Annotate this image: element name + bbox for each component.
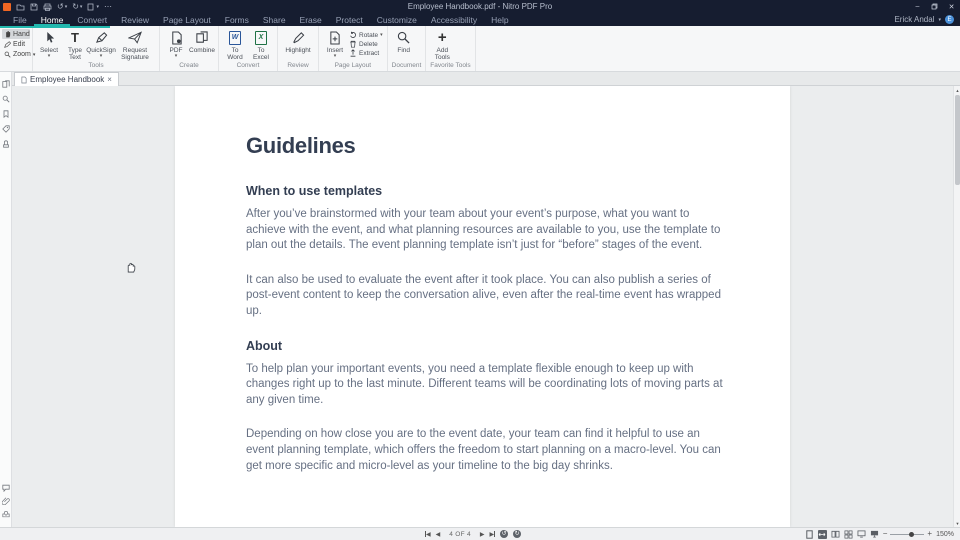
highlight-button[interactable]	[282, 28, 314, 54]
doc-title: Guidelines	[246, 133, 356, 158]
insert-button[interactable]	[323, 28, 347, 58]
type-text-button[interactable]	[63, 28, 87, 61]
zoom-slider[interactable]	[883, 530, 932, 538]
first-page-button[interactable]: ◀	[426, 531, 431, 538]
last-page-button[interactable]: ▶	[489, 531, 495, 538]
tab-label: Employee Handbook	[30, 75, 105, 84]
delete-label: Delete	[359, 40, 378, 48]
create-pdf-label: PDF	[169, 47, 183, 54]
scroll-down-icon[interactable]: ▼	[955, 520, 960, 526]
statusbar	[0, 527, 960, 540]
ribbon-group-page-layout	[319, 26, 388, 71]
group-label-convert: Convert	[236, 62, 260, 69]
menu-help[interactable]: Help	[491, 14, 509, 25]
document-icon	[21, 76, 27, 84]
previous-page-button[interactable]: ◀	[435, 531, 441, 538]
user-account[interactable]	[894, 13, 960, 26]
page-indicator: 4 OF 4	[449, 530, 471, 538]
combine-pages-icon	[195, 30, 209, 45]
ribbon-group-create	[160, 26, 219, 71]
add-tools-label: Add Tools	[434, 47, 450, 61]
select-button[interactable]	[37, 28, 61, 58]
user-avatar[interactable]: E	[945, 15, 954, 24]
quick-access-toolbar	[0, 2, 112, 11]
bookmarks-panel-icon[interactable]	[2, 110, 10, 118]
fit-page-view-icon[interactable]	[805, 530, 814, 539]
menubar	[0, 13, 960, 26]
ribbon-group-review	[278, 26, 319, 71]
save-icon[interactable]	[30, 3, 38, 11]
menu-protect[interactable]: Protect	[335, 14, 363, 25]
book-view-icon[interactable]	[831, 530, 840, 539]
open-file-icon[interactable]	[16, 3, 25, 11]
doc-heading-about: About	[246, 338, 283, 353]
group-label-page-layout: Page Layout	[334, 62, 372, 69]
group-label-document: Document	[391, 62, 422, 69]
output-tray-panel-icon[interactable]	[2, 510, 10, 518]
group-label-favorite-tools: Favorite Tools	[430, 62, 471, 69]
ribbon-group-convert	[219, 26, 278, 71]
pdf-caret-icon: ▾	[174, 53, 178, 59]
zoom-tool-button[interactable]	[2, 50, 36, 59]
comments-panel-icon[interactable]	[2, 484, 10, 492]
quicksign-label: QuickSign	[86, 47, 116, 54]
menu-erase[interactable]: Erase	[299, 14, 322, 25]
extract-icon	[349, 49, 357, 57]
undo-button[interactable]	[57, 2, 67, 11]
insert-caret-icon: ▾	[333, 53, 337, 59]
to-excel-label: To Excel	[253, 47, 269, 61]
zoom-level: 150%	[936, 530, 954, 538]
redo-icon: ↻	[72, 2, 79, 11]
tab-employee-handbook[interactable]	[14, 72, 119, 86]
to-excel-button[interactable]	[249, 28, 273, 61]
find-magnifier-icon	[397, 30, 410, 45]
delete-button[interactable]	[349, 40, 383, 48]
highlight-label: Highlight	[285, 47, 311, 54]
user-caret-icon: ▾	[938, 16, 941, 23]
zoom-out-icon[interactable]: −	[882, 529, 888, 538]
type-text-icon: T	[71, 30, 79, 45]
left-panel-sidebar	[0, 72, 12, 527]
find-button[interactable]	[392, 28, 416, 54]
select-cursor-icon	[43, 30, 55, 45]
extract-button[interactable]	[349, 49, 383, 57]
combine-label: Combine	[189, 47, 216, 54]
rotate-icon	[349, 31, 357, 39]
scrollbar-thumb[interactable]	[955, 95, 960, 185]
vertical-scrollbar[interactable]	[953, 86, 960, 527]
find-label: Find	[397, 47, 410, 54]
print-icon[interactable]	[43, 3, 52, 11]
menu-convert[interactable]: Convert	[77, 14, 108, 25]
nitro-logo-icon	[3, 3, 11, 11]
tab-close-icon[interactable]: ×	[107, 75, 112, 84]
titlebar	[0, 0, 960, 13]
rotate-label: Rotate	[359, 31, 379, 39]
user-name: Erick Andal	[894, 15, 935, 24]
rotate-view-left-button[interactable]: ↺	[501, 531, 507, 537]
group-label-create: Create	[179, 62, 199, 69]
rotate-view-right-button[interactable]: ↻	[514, 531, 520, 537]
tags-panel-icon[interactable]	[2, 125, 10, 133]
select-caret-icon: ▾	[47, 53, 51, 59]
zoom-controls	[805, 530, 954, 539]
ribbon-group-tools	[33, 26, 160, 71]
minimize-button[interactable]: –	[915, 3, 920, 10]
menu-customize[interactable]: Customize	[376, 14, 417, 25]
menu-home[interactable]: Home	[34, 13, 71, 26]
mode-tools	[0, 26, 36, 71]
window-title: Employee Handbook.pdf - Nitro PDF Pro	[407, 2, 553, 11]
presentation-view-icon[interactable]	[870, 530, 879, 539]
select-label: Select	[39, 47, 59, 54]
ribbon-toolbar	[0, 26, 960, 72]
group-label-tools: Tools	[88, 62, 104, 69]
next-page-button[interactable]: ▶	[479, 531, 485, 538]
doc-heading-when-to-use-templates: When to use templates	[246, 184, 383, 198]
request-signature-button[interactable]	[115, 28, 155, 61]
word-doc-icon: W	[229, 31, 241, 45]
fit-width-view-icon[interactable]	[818, 530, 827, 539]
insert-label: Insert	[326, 47, 344, 54]
to-word-button[interactable]	[223, 28, 247, 61]
menu-review[interactable]: Review	[121, 14, 150, 25]
create-pdf-button[interactable]	[164, 28, 188, 58]
doc-paragraph: To help plan your important events, you need a template flexible enough to keep up with changes right up to the last minute. Different teams will be coordinating lots of moving parts at any given time.	[246, 362, 723, 406]
rotate-caret-icon: ▾	[380, 32, 383, 38]
restore-button[interactable]	[926, 0, 943, 13]
hand-icon	[4, 30, 11, 38]
quicksign-caret-icon: ▾	[99, 53, 103, 59]
type-text-label: Type Text	[67, 47, 83, 61]
doc-paragraph: After you’ve brainstormed with your team about your event’s purpose, what you want to achieve with the event, and what planning resources are available to you, use the template to plan out the details. The event planning template isn’t just for “before” stages of the event.	[246, 208, 721, 252]
menu-forms[interactable]: Forms	[224, 14, 249, 25]
menu-page-layout[interactable]: Page Layout	[163, 14, 211, 25]
scroll-up-icon[interactable]: ▲	[955, 87, 960, 93]
rotate-button[interactable]	[349, 31, 383, 39]
undo-icon: ↺	[57, 2, 64, 11]
hand-tool-label: Hand	[13, 30, 30, 38]
attachments-panel-icon[interactable]	[2, 497, 10, 505]
combine-button[interactable]	[190, 28, 214, 54]
zoom-slider-handle[interactable]	[909, 532, 914, 537]
menu-share[interactable]: Share	[262, 14, 286, 25]
search-panel-icon[interactable]	[2, 95, 10, 103]
extract-label: Extract	[359, 49, 380, 57]
document-canvas[interactable]	[12, 86, 953, 527]
menu-accessibility[interactable]: Accessibility	[430, 14, 478, 25]
edit-tool-label: Edit	[13, 41, 26, 48]
zoom-in-icon[interactable]: +	[927, 529, 933, 538]
paper-plane-icon	[128, 30, 142, 45]
pencil-icon	[4, 41, 11, 48]
ribbon-group-favorite-tools	[426, 26, 475, 71]
pdf-page-icon	[170, 30, 183, 45]
doc-paragraph: It can also be used to evaluate the event after it took place. You can also publish a series of post-event content to keep the conversation alive, even after the real-time event has wrapped up.	[246, 273, 721, 317]
insert-page-icon	[329, 30, 341, 45]
stamp-tool-button[interactable]	[87, 3, 99, 11]
redo-caret-icon: ▾	[79, 3, 83, 10]
redo-button[interactable]	[72, 2, 82, 11]
stamp-caret-icon: ▾	[96, 3, 99, 10]
hand-tool-button[interactable]	[2, 29, 30, 39]
pages-panel-icon[interactable]	[2, 80, 10, 88]
magnifier-icon	[4, 51, 11, 58]
highlighter-icon	[292, 30, 305, 45]
grid-view-icon[interactable]	[844, 530, 853, 539]
quicksign-button[interactable]	[86, 28, 116, 59]
excel-doc-icon: X	[255, 31, 267, 45]
group-label-review: Review	[287, 62, 309, 69]
add-tools-button[interactable]	[430, 28, 454, 61]
hand-cursor-icon	[125, 261, 136, 273]
menu-file[interactable]: File	[13, 14, 27, 25]
zoom-caret-icon: ▾	[32, 51, 36, 58]
add-tools-plus-icon: +	[437, 29, 447, 46]
qat-more-button[interactable]: ⋯	[103, 2, 112, 11]
close-button[interactable]: ✕	[948, 3, 955, 11]
trash-icon	[349, 40, 357, 48]
ribbon-accent-strip	[0, 26, 110, 28]
screen-view-icon[interactable]	[857, 530, 866, 539]
pdf-page[interactable]	[175, 86, 790, 527]
undo-caret-icon: ▾	[64, 3, 68, 10]
request-signature-label: Request Signature	[121, 47, 149, 61]
to-word-label: To Word	[227, 47, 243, 61]
zoom-tool-label: Zoom	[13, 51, 31, 58]
doc-paragraph: Depending on how close you are to the event date, your team can find it helpful to use an event planning template, which offers the freedom to start planning on a macro-level. You can get more specific and micro-level as your timeline to the big day shrinks.	[246, 428, 721, 472]
pen-icon	[95, 30, 108, 45]
edit-tool-button[interactable]	[2, 40, 30, 49]
signatures-panel-icon[interactable]	[2, 140, 10, 148]
page-navigation	[425, 530, 521, 538]
ribbon-group-document	[388, 26, 427, 71]
document-tabbar	[12, 72, 960, 86]
